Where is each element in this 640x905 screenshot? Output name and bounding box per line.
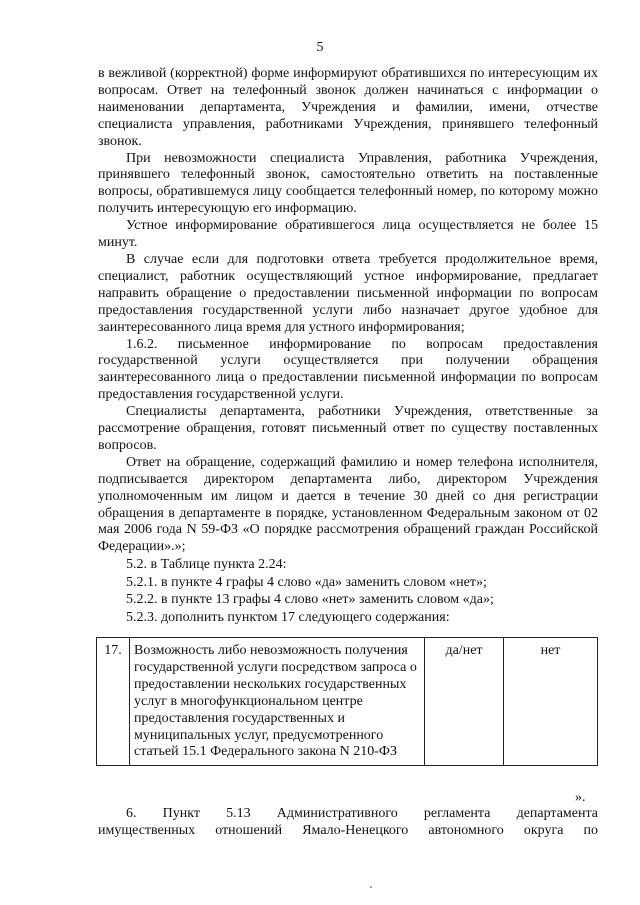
page-number: 5 — [316, 40, 324, 55]
paragraph: Устное информирование обратившегося лица осуществляется не более 15 минут. — [98, 218, 598, 251]
amendment-item: 5.2.2. в пункте 13 графы 4 слово «нет» заменить словом «да»; — [126, 592, 494, 608]
paragraph: В случае если для подготовки ответа требуется продолжительное время, специалист, работник осуществляющий устное информирование, предлагает направить обращение о предоставлении письменной информации по вопросам предоставления государственной услуги либо назначает другое удобное для заинтересованного лица время для устного информирования; — [98, 251, 598, 335]
paragraph-6-line: имущественных отношений Ямало-Ненецкого автономного округа по — [98, 823, 598, 838]
table-cell-description: Возможность либо невозможность получения государственной услуги посредством запроса о предоставлении нескольких государственных услуг в многофункциональном центре предоставления государственных и муниципальных услуг, предусмотренного статьей 15.1 Федерального закона N 210-ФЗ — [130, 638, 425, 766]
amendment-item: 5.2.3. дополнить пунктом 17 следующего содержания: — [126, 609, 450, 625]
table-cell-option: да/нет — [425, 638, 504, 766]
body-text — [98, 66, 598, 626]
paragraph: При невозможности специалиста Управления, работника Учреждения, принявшего телефонный звонок, самостоятельно ответить на поставленные вопросы, обратившемуся лицу сообщается телефонный номер, по которому можно получить интересующую его информацию. — [98, 150, 598, 217]
scan-speck — [370, 886, 372, 888]
amendment-item: 5.2.1. в пункте 4 графы 4 слово «да» заменить словом «нет»; — [126, 574, 487, 590]
table-cell-number: 17. — [97, 638, 130, 766]
paragraph: Специалисты департамента, работники Учреждения, ответственные за рассмотрение обращения, готовят письменный ответ по существу поставленных вопросов. — [98, 404, 598, 453]
table-row — [97, 638, 598, 766]
closing-quote: ». — [575, 790, 586, 805]
paragraph-6-line: 6. Пункт 5.13 Административного регламента департамента — [126, 806, 598, 821]
amendment-table — [96, 637, 598, 766]
paragraph: 1.6.2. письменное информирование по вопросам предоставления государственной услуги осуществляется при получении обращения заинтересованного лица о предоставлении письменной информации по вопросам предоставления государственной услуги. — [98, 336, 598, 403]
table-cell-value: нет — [504, 638, 598, 766]
paragraph-6 — [98, 805, 598, 839]
paragraph: Ответ на обращение, содержащий фамилию и номер телефона исполнителя, подписывается директором департамента либо, директором Учреждения уполномоченным им лицом и дается в течение 30 дней со дня регистрации обращения в департаменте в порядке, установленном Федеральным законом от 02 мая 2006 года N 59-ФЗ «О порядке рассмотрения обращений граждан Российской Федерации».»; — [98, 454, 598, 555]
paragraph: в вежливой (корректной) форме информируют обратившихся по интересующим их вопросам. Ответ на телефонный звонок должен начинаться с информации о наименовании департамента, Учреждения и фамилии, имени, отчестве специалиста управления, работниками Учреждения, принявшего телефонный звонок. — [98, 66, 598, 149]
amendment-item: 5.2. в Таблице пункта 2.24: — [126, 557, 287, 573]
